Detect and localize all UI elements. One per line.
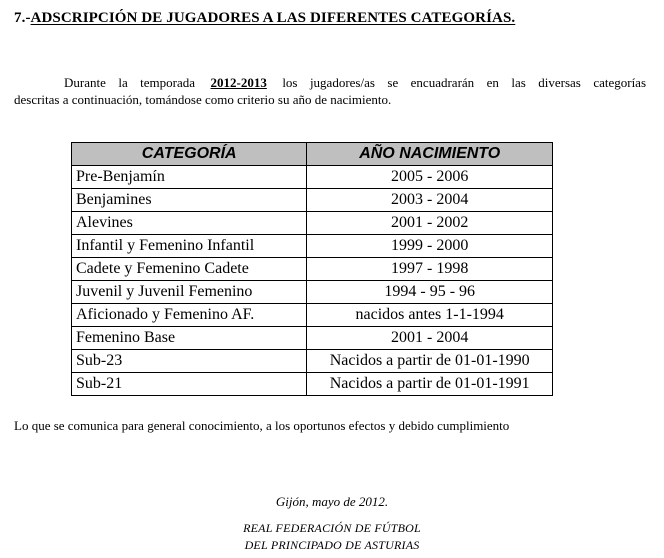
category-cell: Sub-23 bbox=[72, 350, 307, 373]
intro-line-1 bbox=[14, 74, 646, 91]
category-cell: Infantil y Femenino Infantil bbox=[72, 235, 307, 258]
table-row bbox=[72, 258, 553, 281]
category-cell: Pre-Benjamín bbox=[72, 166, 307, 189]
section-number: 7.- bbox=[14, 10, 31, 26]
intro-line-2: descritas a continuación, tomándose como criterio su año de nacimiento. bbox=[14, 92, 392, 107]
section-heading bbox=[14, 10, 515, 27]
table-row bbox=[72, 235, 553, 258]
table-row bbox=[72, 350, 553, 373]
table-row bbox=[72, 189, 553, 212]
organization-line-1: REAL FEDERACIÓN DE FÚTBOL bbox=[243, 521, 421, 535]
table-row bbox=[72, 166, 553, 189]
category-cell: Cadete y Femenino Cadete bbox=[72, 258, 307, 281]
season-value: 2012-2013 bbox=[210, 75, 267, 90]
birth-year-cell: 1999 - 2000 bbox=[307, 235, 553, 258]
birth-year-cell: 2003 - 2004 bbox=[307, 189, 553, 212]
table-row bbox=[72, 373, 553, 396]
birth-year-cell: 1997 - 1998 bbox=[307, 258, 553, 281]
category-cell: Aficionado y Femenino AF. bbox=[72, 304, 307, 327]
birth-year-cell: 1994 - 95 - 96 bbox=[307, 281, 553, 304]
category-cell: Femenino Base bbox=[72, 327, 307, 350]
categories-table bbox=[71, 142, 553, 396]
category-cell: Juvenil y Juvenil Femenino bbox=[72, 281, 307, 304]
category-cell: Benjamines bbox=[72, 189, 307, 212]
birth-year-cell: Nacidos a partir de 01-01-1990 bbox=[307, 350, 553, 373]
table-row bbox=[72, 212, 553, 235]
place-date: Gijón, mayo de 2012. bbox=[275, 494, 389, 509]
header-ano-nacimiento: AÑO NACIMIENTO bbox=[307, 143, 553, 166]
table-header-row bbox=[72, 143, 553, 166]
category-cell: Alevines bbox=[72, 212, 307, 235]
intro-after: los jugadores/as se encuadrarán en las diversas categorías bbox=[282, 75, 647, 90]
table-row bbox=[72, 304, 553, 327]
header-categoria: CATEGORÍA bbox=[72, 143, 307, 166]
category-cell: Sub-21 bbox=[72, 373, 307, 396]
birth-year-cell: 2005 - 2006 bbox=[307, 166, 553, 189]
table-row bbox=[72, 327, 553, 350]
intro-paragraph bbox=[14, 74, 646, 108]
birth-year-cell: Nacidos a partir de 01-01-1991 bbox=[307, 373, 553, 396]
birth-year-cell: 2001 - 2002 bbox=[307, 212, 553, 235]
intro-before: Durante la temporada bbox=[64, 75, 196, 90]
organization-line-2: DEL PRINCIPADO DE ASTURIAS bbox=[244, 538, 420, 552]
birth-year-cell: 2001 - 2004 bbox=[307, 327, 553, 350]
table-row bbox=[72, 281, 553, 304]
section-title: ADSCRIPCIÓN DE JUGADORES A LAS DIFERENTES CATEGORÍAS. bbox=[30, 10, 516, 26]
closing-statement: Lo que se comunica para general conocimiento, a los oportunos efectos y debido cumplimiento bbox=[14, 418, 510, 433]
birth-year-cell: nacidos antes 1-1-1994 bbox=[307, 304, 553, 327]
